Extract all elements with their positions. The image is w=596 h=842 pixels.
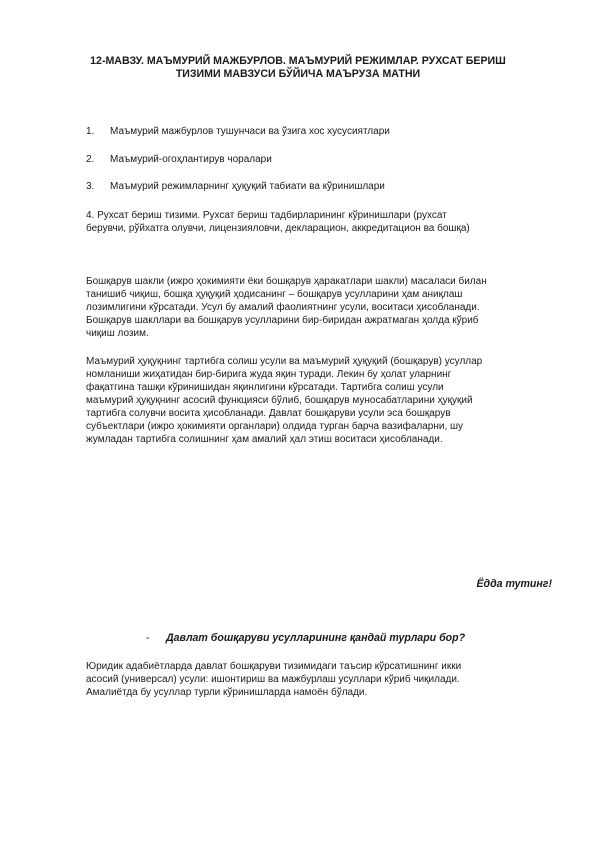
paragraph-line: маъмурий ҳуқуқнинг асосий функцияси бўлиб, бошқарув муносабатларини ҳуқуқий — [86, 395, 473, 406]
outline-number: 2. — [86, 154, 95, 165]
paragraph-3 — [86, 660, 546, 699]
paragraph-line: Амалиётда бу усуллар турли кўринишларда намоён бўлади. — [86, 687, 368, 698]
paragraph-line: лозимлигини кўрсатади. Усул бу амалий фаолиятнинг усули, воситаси ҳисобланади. — [86, 302, 480, 313]
title-line-2: ТИЗИМИ МАВЗУСИ БЎЙИЧА МАЪРУЗА МАТНИ — [175, 68, 421, 80]
outline-text: Маъмурий мажбурлов тушунчаси ва ўзига хос хусусиятлари — [110, 126, 390, 137]
outline-item-3 — [86, 180, 385, 193]
question-dash: - — [146, 632, 150, 644]
outline-item-4 — [86, 209, 536, 235]
title-line-1: 12-МАВЗУ. МАЪМУРИЙ МАЖБУРЛОВ. МАЪМУРИЙ РЕЖИМЛАР. РУХСАТ БЕРИШ — [90, 55, 506, 67]
outline-number: 3. — [86, 181, 95, 192]
question-heading — [146, 632, 465, 644]
paragraph-line: чиқиш лозим. — [86, 328, 149, 339]
outline-text: Маъмурий-огоҳлантирув чоралари — [110, 154, 272, 165]
outline-item-2 — [86, 153, 272, 166]
paragraph-line: Маъмурий ҳуқуқнинг тартибга солиш усули ва маъмурий ҳуқуқий (бошқарув) усуллар — [86, 356, 483, 367]
paragraph-1 — [86, 275, 546, 340]
outline-item-4-line-2: берувчи, рўйхатга олувчи, лицензияловчи, декларацион, аккредитацион ва бошқа) — [86, 223, 470, 234]
outline-item-4-line-1: 4. Рухсат бериш тизими. Рухсат бериш тадбирларининг кўринишлари (рухсат — [86, 210, 447, 221]
page-title — [70, 55, 526, 81]
paragraph-line: Юридик адабиётларда давлат бошқаруви тизимидаги таъсир кўрсатишнинг икки — [86, 661, 462, 672]
outline-item-1 — [86, 125, 390, 138]
question-text: Давлат бошқаруви усулларининг қандай турлари бор? — [166, 632, 466, 644]
outline-number: 1. — [86, 126, 95, 137]
paragraph-line: танишиб чиқиш, бошқа ҳуқуқий ҳодисанинг – бошқарув усулларини ҳам аниқлаш — [86, 289, 463, 300]
paragraph-line: Бошқарув шакллари ва бошқарув усулларини бир-биридан ажратмаган ҳолда кўриб — [86, 315, 479, 326]
remember-note: Ёдда тутинг! — [476, 578, 552, 590]
paragraph-line: жумладан тартибга солишнинг ҳам амалий ҳал этиш воситаси ҳисобланади. — [86, 434, 443, 445]
paragraph-line: субъектлари (ижро ҳокимияти органлари) олдида турган барча вазифаларни, шу — [86, 421, 464, 432]
paragraph-line: тартибга солувчи восита ҳисобланади. Давлат бошқаруви усули эса бошқарув — [86, 408, 451, 419]
paragraph-2 — [86, 355, 546, 446]
paragraph-line: номланиши жиҳатидан бир-бирига жуда яқин туради. Лекин бу ҳолат уларнинг — [86, 369, 452, 380]
paragraph-line: Бошқарув шакли (ижро ҳокимияти ёки бошқарув ҳаракатлари шакли) масаласи билан — [86, 276, 487, 287]
outline-text: Маъмурий режимларнинг ҳуқуқий табиати ва кўринишлари — [110, 181, 385, 192]
paragraph-line: асосий (универсал) усули: ишонтириш ва мажбурлаш усуллари кўриб чиқилади. — [86, 674, 460, 685]
paragraph-line: фақатгина ташқи кўринишидан яқинлигини кўрсатади. Тартибга солиш усули — [86, 382, 444, 393]
